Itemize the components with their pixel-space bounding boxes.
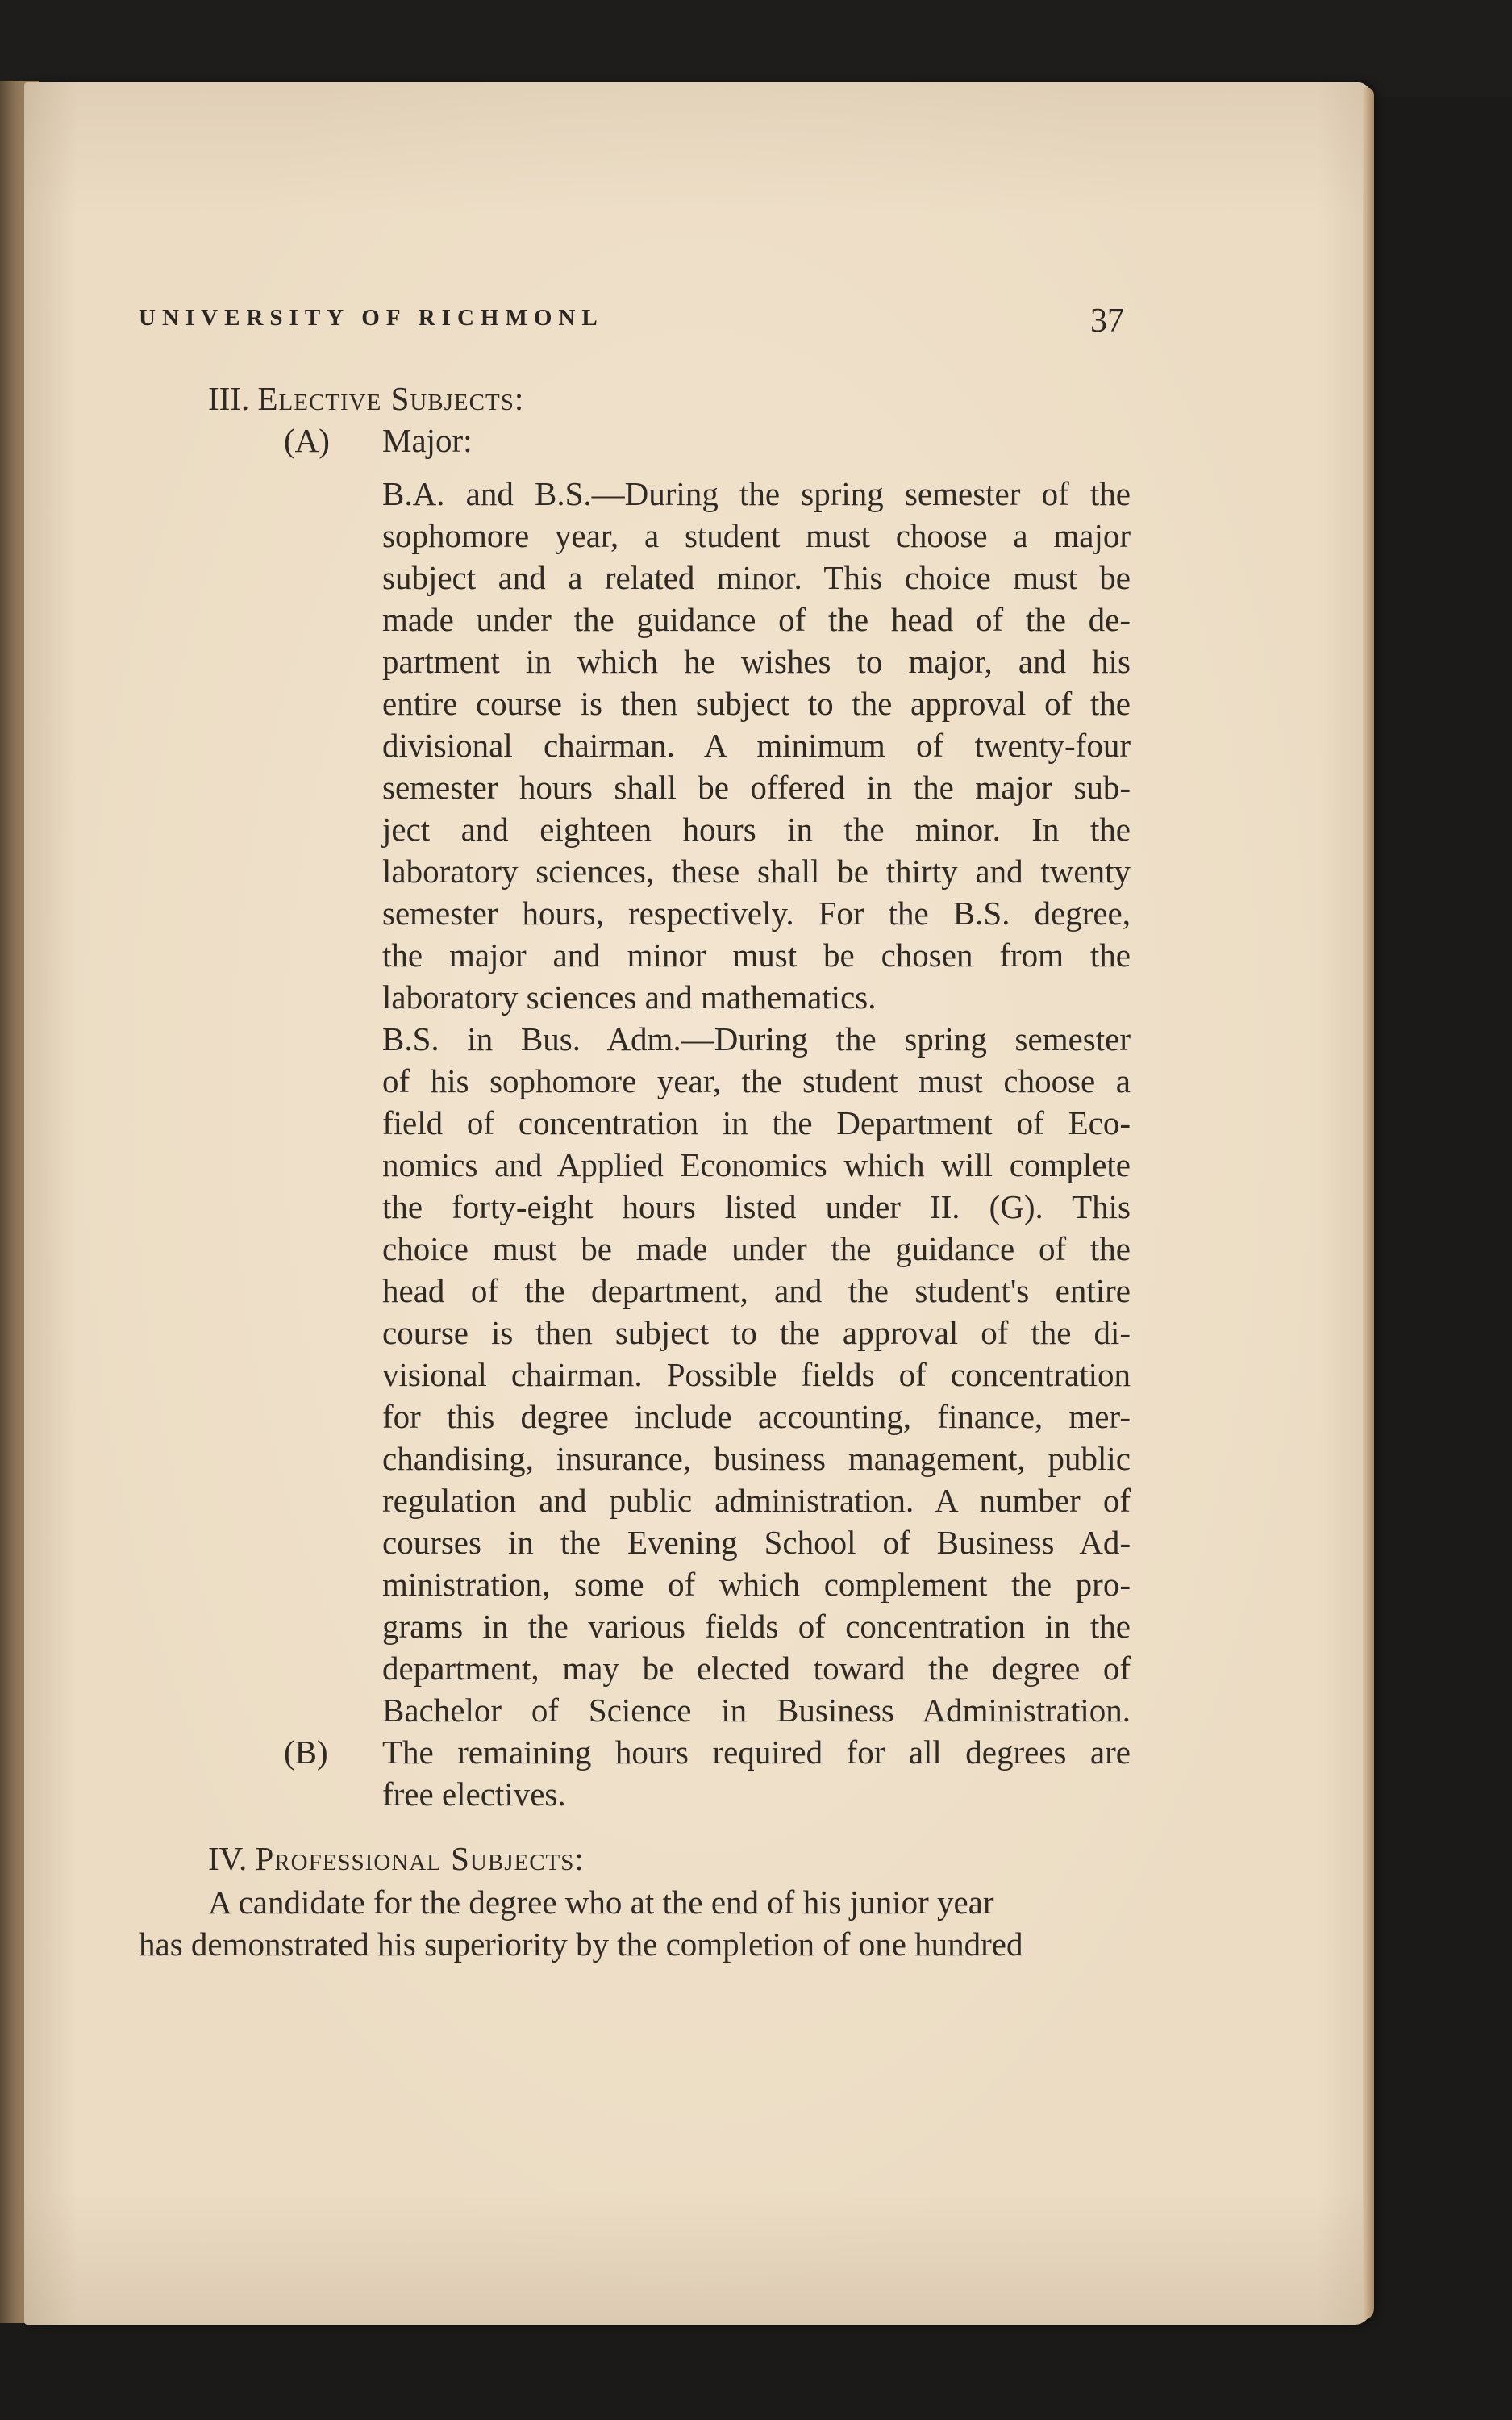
ba-line: laboratory sciences and mathematics.: [382, 978, 877, 1016]
bus-line: B.S. in Bus. Adm.—During the spring semester: [382, 1020, 1131, 1058]
section-4-numeral: IV.: [208, 1840, 248, 1877]
b-line: The remaining hours required for all degrees are: [382, 1734, 1131, 1771]
running-head: UNIVERSITY OF RICHMONL: [139, 305, 604, 331]
ba-line: entire course is then subject to the approval of the: [382, 685, 1131, 722]
bus-line: head of the department, and the student's entire: [382, 1272, 1131, 1309]
subsection-a-label: (A): [284, 422, 330, 459]
bus-line: chandising, insurance, business management, public: [382, 1440, 1131, 1477]
bs-bus-adm-paragraph: [382, 1018, 1131, 1731]
section-4-heading: [208, 1838, 585, 1880]
subsection-b-paragraph: [382, 1731, 1131, 1815]
page-number: 37: [1090, 302, 1124, 340]
ba-line: partment in which he wishes to major, and his: [382, 643, 1131, 680]
bus-line: nomics and Applied Economics which will complete: [382, 1146, 1131, 1183]
b-line: free electives.: [382, 1775, 566, 1813]
section-4-line-2: has demonstrated his superiority by the completion of one hundred: [139, 1926, 1023, 1963]
section-3-heading: [208, 378, 524, 419]
section-4-title: Professional Subjects:: [255, 1840, 585, 1877]
ba-line: semester hours, respectively. For the B.S. degree,: [382, 895, 1131, 932]
subsection-a-title: Major:: [382, 422, 473, 459]
ba-line: laboratory sciences, these shall be thirty and twenty: [382, 853, 1131, 890]
bus-line: the forty-eight hours listed under II. (G). This: [382, 1188, 1131, 1225]
bus-line: grams in the various fields of concentration in the: [382, 1608, 1131, 1645]
bus-line: course is then subject to the approval of the di-: [382, 1314, 1131, 1351]
section-3-numeral: III.: [208, 380, 250, 417]
ba-line: the major and minor must be chosen from the: [382, 937, 1131, 974]
bus-line: ministration, some of which complement the pro-: [382, 1566, 1131, 1603]
ba-line: made under the guidance of the head of the de-: [382, 601, 1131, 638]
bus-line: visional chairman. Possible fields of concentration: [382, 1356, 1131, 1393]
bus-line: department, may be elected toward the degree of: [382, 1650, 1131, 1687]
ba-line: ject and eighteen hours in the minor. In the: [382, 811, 1131, 848]
bus-line: courses in the Evening School of Business Ad-: [382, 1524, 1131, 1561]
ba-line: semester hours shall be offered in the major sub-: [382, 769, 1131, 806]
ba-line: subject and a related minor. This choice must be: [382, 559, 1131, 596]
subsection-b-label: (B): [284, 1734, 328, 1771]
ba-line: sophomore year, a student must choose a major: [382, 517, 1131, 554]
ba-line: B.A. and B.S.—During the spring semester of the: [382, 475, 1131, 512]
bus-line: field of concentration in the Department of Eco-: [382, 1104, 1131, 1141]
bus-line: of his sophomore year, the student must choose a: [382, 1062, 1131, 1099]
bus-line: for this degree include accounting, finance, mer-: [382, 1398, 1131, 1435]
ba-line: divisional chairman. A minimum of twenty-four: [382, 727, 1131, 764]
section-4-line-1: A candidate for the degree who at the end of his junior year: [208, 1884, 994, 1921]
right-page-edge: [1363, 87, 1374, 2320]
bus-line: choice must be made under the guidance of the: [382, 1230, 1131, 1267]
ba-bs-paragraph: [382, 473, 1131, 1018]
bus-line: Bachelor of Science in Business Administration.: [382, 1692, 1131, 1729]
bus-line: regulation and public administration. A number of: [382, 1482, 1131, 1519]
section-3-title: Elective Subjects:: [257, 380, 525, 417]
